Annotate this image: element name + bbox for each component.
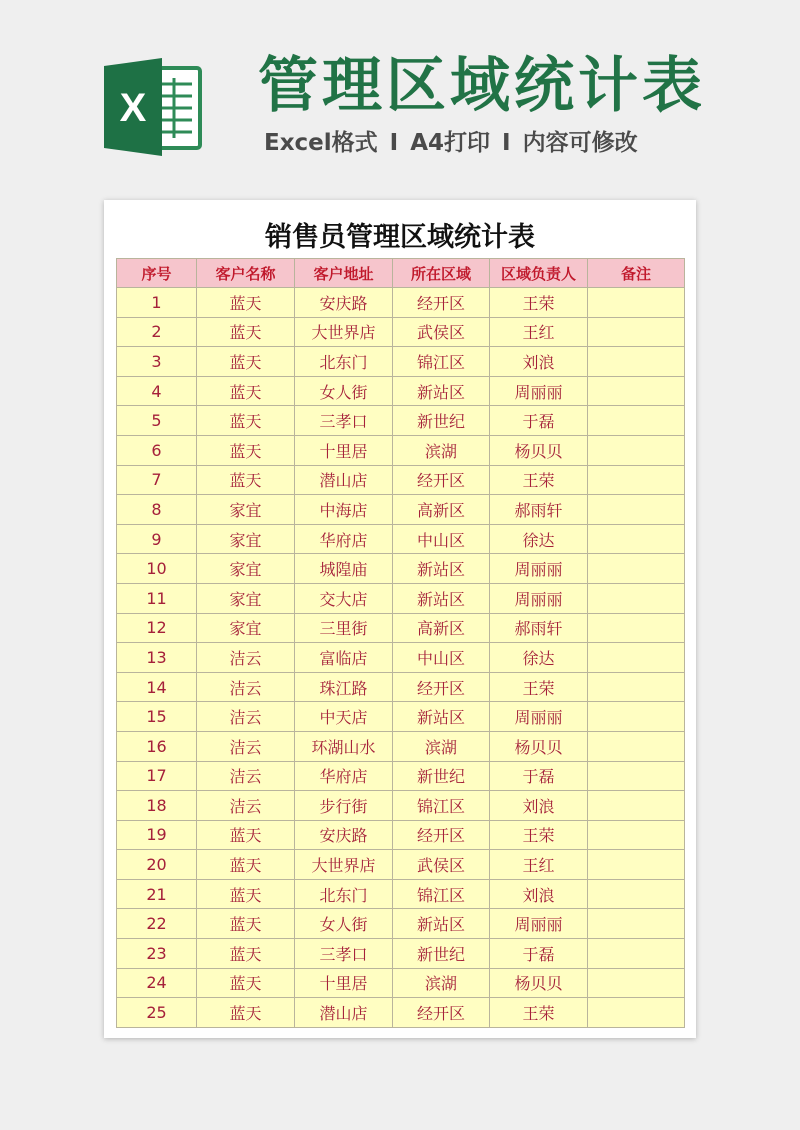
logo-letter: X — [119, 86, 147, 130]
cell-region-manager[interactable]: 周丽丽 — [490, 376, 588, 406]
cell-remark[interactable] — [588, 435, 685, 465]
cell-region[interactable]: 高新区 — [393, 495, 490, 525]
cell-remark[interactable] — [588, 850, 685, 880]
cell-region-manager[interactable]: 杨贝贝 — [490, 435, 588, 465]
cell-region[interactable]: 滨湖 — [393, 968, 490, 998]
cell-remark[interactable] — [588, 643, 685, 673]
cell-customer-name[interactable]: 家宜 — [197, 583, 295, 613]
cell-region-manager[interactable]: 王红 — [490, 850, 588, 880]
cell-index[interactable]: 15 — [117, 702, 197, 732]
cell-customer-address[interactable]: 步行街 — [295, 791, 393, 821]
cell-customer-name[interactable]: 蓝天 — [197, 879, 295, 909]
cell-remark[interactable] — [588, 495, 685, 525]
cell-index[interactable]: 21 — [117, 879, 197, 909]
cell-customer-name[interactable]: 洁云 — [197, 731, 295, 761]
cell-customer-address[interactable]: 潜山店 — [295, 998, 393, 1028]
cell-customer-name[interactable]: 蓝天 — [197, 406, 295, 436]
cell-index[interactable]: 14 — [117, 672, 197, 702]
cell-customer-name[interactable]: 家宜 — [197, 613, 295, 643]
table-row — [117, 288, 685, 318]
cell-customer-address[interactable]: 女人街 — [295, 909, 393, 939]
cell-region-manager[interactable]: 徐达 — [490, 524, 588, 554]
cell-region[interactable]: 锦江区 — [393, 347, 490, 377]
table-body — [117, 288, 685, 1028]
cell-region-manager[interactable]: 王荣 — [490, 672, 588, 702]
cell-customer-address[interactable]: 中天店 — [295, 702, 393, 732]
cell-remark[interactable] — [588, 465, 685, 495]
cell-customer-name[interactable]: 洁云 — [197, 643, 295, 673]
cell-remark[interactable] — [588, 791, 685, 821]
cell-customer-address[interactable]: 交大店 — [295, 583, 393, 613]
data-table — [116, 258, 685, 1028]
column-header[interactable]: 序号 — [117, 259, 197, 288]
table-row — [117, 376, 685, 406]
cell-customer-address[interactable]: 安庆路 — [295, 288, 393, 318]
table-row — [117, 820, 685, 850]
cell-index[interactable]: 1 — [117, 288, 197, 318]
cell-customer-address[interactable]: 三里街 — [295, 613, 393, 643]
cell-remark[interactable] — [588, 998, 685, 1028]
cell-region[interactable]: 中山区 — [393, 643, 490, 673]
cell-region[interactable]: 武侯区 — [393, 317, 490, 347]
cell-region[interactable]: 中山区 — [393, 524, 490, 554]
cell-remark[interactable] — [588, 376, 685, 406]
cell-customer-address[interactable]: 华府店 — [295, 524, 393, 554]
cell-index[interactable]: 24 — [117, 968, 197, 998]
cell-region-manager[interactable]: 徐达 — [490, 643, 588, 673]
cell-region[interactable]: 新站区 — [393, 702, 490, 732]
table-row — [117, 791, 685, 821]
cell-customer-name[interactable]: 家宜 — [197, 495, 295, 525]
subtitle-separator: I — [502, 130, 511, 156]
table-row — [117, 702, 685, 732]
cell-index[interactable]: 10 — [117, 554, 197, 584]
cell-index[interactable]: 9 — [117, 524, 197, 554]
cell-index[interactable]: 11 — [117, 583, 197, 613]
table-row — [117, 672, 685, 702]
cell-region-manager[interactable]: 王荣 — [490, 820, 588, 850]
cell-customer-name[interactable]: 蓝天 — [197, 998, 295, 1028]
cell-customer-address[interactable]: 三孝口 — [295, 406, 393, 436]
cell-region[interactable]: 滨湖 — [393, 435, 490, 465]
cell-region-manager[interactable]: 杨贝贝 — [490, 731, 588, 761]
cell-index[interactable]: 2 — [117, 317, 197, 347]
spreadsheet-page — [104, 200, 696, 1038]
cell-region[interactable]: 新世纪 — [393, 761, 490, 791]
cell-customer-address[interactable]: 大世界店 — [295, 317, 393, 347]
cell-remark[interactable] — [588, 524, 685, 554]
cell-region-manager[interactable]: 郝雨轩 — [490, 495, 588, 525]
table-row — [117, 317, 685, 347]
cell-customer-name[interactable]: 蓝天 — [197, 317, 295, 347]
cell-customer-address[interactable]: 安庆路 — [295, 820, 393, 850]
cell-region[interactable]: 锦江区 — [393, 791, 490, 821]
cell-index[interactable]: 25 — [117, 998, 197, 1028]
table-row — [117, 939, 685, 969]
cell-index[interactable]: 18 — [117, 791, 197, 821]
cell-remark[interactable] — [588, 672, 685, 702]
subtitle-print: A4打印 — [410, 130, 491, 156]
column-header[interactable]: 所在区域 — [393, 259, 490, 288]
cell-customer-name[interactable]: 蓝天 — [197, 288, 295, 318]
cell-region-manager[interactable]: 周丽丽 — [490, 583, 588, 613]
table-header-row — [117, 259, 685, 288]
cell-region-manager[interactable]: 刘浪 — [490, 791, 588, 821]
cell-customer-name[interactable]: 蓝天 — [197, 465, 295, 495]
cell-index[interactable]: 12 — [117, 613, 197, 643]
cell-region[interactable]: 新世纪 — [393, 939, 490, 969]
cell-region-manager[interactable]: 周丽丽 — [490, 909, 588, 939]
cell-customer-address[interactable]: 三孝口 — [295, 939, 393, 969]
cell-remark[interactable] — [588, 909, 685, 939]
cell-region-manager[interactable]: 王荣 — [490, 998, 588, 1028]
cell-region-manager[interactable]: 于磊 — [490, 761, 588, 791]
cell-customer-address[interactable]: 潜山店 — [295, 465, 393, 495]
cell-region-manager[interactable]: 于磊 — [490, 939, 588, 969]
cell-remark[interactable] — [588, 406, 685, 436]
cell-customer-name[interactable]: 蓝天 — [197, 820, 295, 850]
cell-remark[interactable] — [588, 554, 685, 584]
cell-region[interactable]: 锦江区 — [393, 879, 490, 909]
cell-customer-name[interactable]: 洁云 — [197, 702, 295, 732]
subtitle — [264, 126, 694, 160]
cell-customer-name[interactable]: 蓝天 — [197, 939, 295, 969]
cell-customer-address[interactable]: 城隍庙 — [295, 554, 393, 584]
subtitle-format: Excel格式 — [264, 130, 378, 156]
cell-region[interactable]: 高新区 — [393, 613, 490, 643]
cell-customer-name[interactable]: 蓝天 — [197, 347, 295, 377]
cell-customer-name[interactable]: 蓝天 — [197, 968, 295, 998]
column-header[interactable]: 客户地址 — [295, 259, 393, 288]
sheet-title: 销售员管理区域统计表 — [265, 222, 535, 253]
cell-region[interactable]: 新站区 — [393, 554, 490, 584]
table-row — [117, 879, 685, 909]
table-row — [117, 998, 685, 1028]
cell-customer-address[interactable]: 中海店 — [295, 495, 393, 525]
column-header[interactable]: 区域负责人 — [490, 259, 588, 288]
cell-customer-name[interactable]: 洁云 — [197, 791, 295, 821]
column-header[interactable]: 客户名称 — [197, 259, 295, 288]
cell-customer-name[interactable]: 蓝天 — [197, 909, 295, 939]
cell-region[interactable]: 新世纪 — [393, 406, 490, 436]
cell-customer-address[interactable]: 大世界店 — [295, 850, 393, 880]
cell-index[interactable]: 7 — [117, 465, 197, 495]
cell-index[interactable]: 19 — [117, 820, 197, 850]
table-row — [117, 524, 685, 554]
cell-customer-name[interactable]: 家宜 — [197, 554, 295, 584]
cell-customer-name[interactable]: 蓝天 — [197, 376, 295, 406]
cell-index[interactable]: 22 — [117, 909, 197, 939]
table-row — [117, 909, 685, 939]
cell-index[interactable]: 4 — [117, 376, 197, 406]
cell-customer-address[interactable]: 富临店 — [295, 643, 393, 673]
cell-remark[interactable] — [588, 731, 685, 761]
cell-customer-name[interactable]: 洁云 — [197, 672, 295, 702]
table-row — [117, 731, 685, 761]
cell-customer-address[interactable]: 环湖山水 — [295, 731, 393, 761]
main-title: 管理区域统计表 — [258, 51, 706, 121]
cell-customer-address[interactable]: 珠江路 — [295, 672, 393, 702]
cell-remark[interactable] — [588, 317, 685, 347]
cell-remark[interactable] — [588, 583, 685, 613]
cell-region-manager[interactable]: 刘浪 — [490, 879, 588, 909]
table-row — [117, 761, 685, 791]
cell-index[interactable]: 23 — [117, 939, 197, 969]
cell-remark[interactable] — [588, 879, 685, 909]
cell-remark[interactable] — [588, 968, 685, 998]
cell-customer-address[interactable]: 女人街 — [295, 376, 393, 406]
cell-customer-address[interactable]: 十里居 — [295, 968, 393, 998]
cell-index[interactable]: 5 — [117, 406, 197, 436]
cell-region-manager[interactable]: 周丽丽 — [490, 554, 588, 584]
cell-remark[interactable] — [588, 820, 685, 850]
cell-region[interactable]: 经开区 — [393, 820, 490, 850]
cell-customer-name[interactable]: 洁云 — [197, 761, 295, 791]
cell-region-manager[interactable]: 王荣 — [490, 288, 588, 318]
cell-index[interactable]: 8 — [117, 495, 197, 525]
table-row — [117, 495, 685, 525]
cell-region-manager[interactable]: 于磊 — [490, 406, 588, 436]
table-row — [117, 583, 685, 613]
cell-index[interactable]: 17 — [117, 761, 197, 791]
table-row — [117, 406, 685, 436]
cell-remark[interactable] — [588, 613, 685, 643]
table-row — [117, 465, 685, 495]
table-row — [117, 435, 685, 465]
cell-index[interactable]: 16 — [117, 731, 197, 761]
page-header — [0, 0, 800, 195]
cell-region-manager[interactable]: 王红 — [490, 317, 588, 347]
cell-remark[interactable] — [588, 939, 685, 969]
cell-region[interactable]: 新站区 — [393, 376, 490, 406]
cell-index[interactable]: 13 — [117, 643, 197, 673]
cell-region[interactable]: 新站区 — [393, 909, 490, 939]
table-row — [117, 613, 685, 643]
cell-region[interactable]: 武侯区 — [393, 850, 490, 880]
cell-remark[interactable] — [588, 347, 685, 377]
cell-region-manager[interactable]: 王荣 — [490, 465, 588, 495]
cell-region[interactable]: 新站区 — [393, 583, 490, 613]
subtitle-separator: I — [389, 130, 399, 156]
table-row — [117, 554, 685, 584]
cell-region[interactable]: 滨湖 — [393, 731, 490, 761]
cell-customer-address[interactable]: 北东门 — [295, 347, 393, 377]
cell-region-manager[interactable]: 杨贝贝 — [490, 968, 588, 998]
table-row — [117, 643, 685, 673]
column-header[interactable]: 备注 — [588, 259, 685, 288]
cell-customer-address[interactable]: 华府店 — [295, 761, 393, 791]
cell-remark[interactable] — [588, 761, 685, 791]
cell-customer-address[interactable]: 北东门 — [295, 879, 393, 909]
cell-region[interactable]: 经开区 — [393, 465, 490, 495]
cell-customer-name[interactable]: 蓝天 — [197, 850, 295, 880]
table-row — [117, 347, 685, 377]
cell-index[interactable]: 6 — [117, 435, 197, 465]
cell-region-manager[interactable]: 刘浪 — [490, 347, 588, 377]
cell-customer-address[interactable]: 十里居 — [295, 435, 393, 465]
cell-index[interactable]: 3 — [117, 347, 197, 377]
cell-customer-name[interactable]: 家宜 — [197, 524, 295, 554]
excel-logo-icon — [104, 58, 204, 156]
table-row — [117, 968, 685, 998]
cell-region-manager[interactable]: 周丽丽 — [490, 702, 588, 732]
cell-region[interactable]: 经开区 — [393, 998, 490, 1028]
subtitle-editable: 内容可修改 — [522, 130, 638, 156]
cell-customer-name[interactable]: 蓝天 — [197, 435, 295, 465]
cell-region[interactable]: 经开区 — [393, 288, 490, 318]
cell-region[interactable]: 经开区 — [393, 672, 490, 702]
table-row — [117, 850, 685, 880]
cell-remark[interactable] — [588, 288, 685, 318]
cell-region-manager[interactable]: 郝雨轩 — [490, 613, 588, 643]
cell-remark[interactable] — [588, 702, 685, 732]
cell-index[interactable]: 20 — [117, 850, 197, 880]
